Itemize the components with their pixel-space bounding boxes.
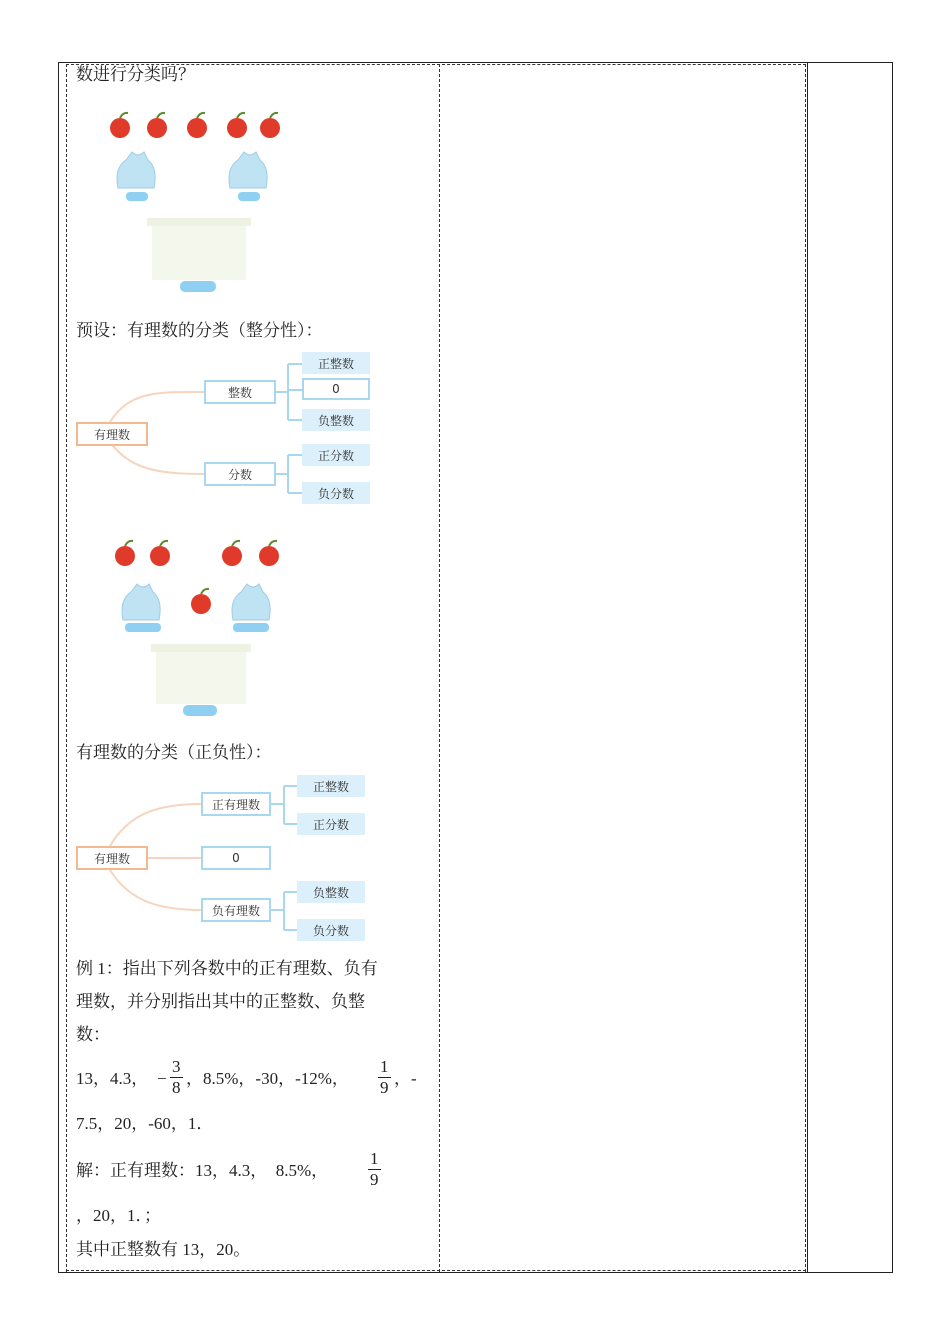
tree-leaf: 正整数 [302, 352, 370, 374]
bag-icon [229, 152, 267, 188]
apple-icon [227, 113, 247, 138]
tree-node-integer: 整数 [204, 380, 276, 404]
solution-fraction-one-ninth [368, 1149, 381, 1190]
intro-text: 数进行分类吗？ [76, 65, 195, 84]
tree2-leaf: 负整数 [297, 881, 365, 903]
apple-icon [222, 541, 242, 566]
solution-line-2: ，20，1．； [76, 1206, 161, 1225]
fraction-one-ninth [378, 1057, 391, 1098]
dashed-bottom [66, 1270, 806, 1271]
table-top-border [58, 62, 893, 63]
table-left-border [58, 62, 59, 1273]
box-icon [151, 644, 251, 704]
numbers-part-c: ，- [394, 1069, 417, 1088]
classification-tree-sign [70, 772, 380, 944]
tree2-node-zero: 0 [201, 846, 271, 870]
bag-icon [232, 584, 270, 620]
apple-icon [260, 113, 280, 138]
tree-root: 有理数 [76, 422, 148, 446]
numbers-part-a: 13，4.3， [76, 1069, 149, 1088]
numbers-line-2: 7.5，20，-60，1． [76, 1114, 214, 1133]
table-bottom-border [58, 1272, 893, 1273]
tree2-leaf: 正分数 [297, 813, 365, 835]
solution-line-1: 解：正有理数：13，4.3， 8.5%， [76, 1161, 329, 1180]
tree2-leaf: 正整数 [297, 775, 365, 797]
apple-icon [187, 113, 207, 138]
example-line-1: 例 1：指出下列各数中的正有理数、负有 [76, 959, 378, 978]
tree-leaf: 0 [302, 378, 370, 400]
preset-heading: 预设：有理数的分类（整分性）： [76, 321, 323, 340]
fraction-three-eighths [170, 1057, 183, 1098]
dashed-right [805, 64, 806, 1272]
bag-icon [117, 152, 155, 188]
tree-leaf: 正分数 [302, 444, 370, 466]
sign-heading: 有理数的分类（正负性）： [76, 743, 272, 762]
illustration-positive-negative [105, 538, 305, 723]
tree2-leaf: 负分数 [297, 919, 365, 941]
fraction-denominator: 9 [380, 1078, 389, 1097]
classification-tree-integer-fraction [70, 350, 380, 510]
dashed-mid [439, 64, 440, 1272]
tree-node-fraction: 分数 [204, 462, 276, 486]
bag-icon [122, 584, 160, 620]
example-line-2: 理数，并分别指出其中的正整数、负整 [76, 992, 365, 1011]
table-right-border [892, 62, 893, 1273]
tree-leaf: 负分数 [302, 482, 370, 504]
dashed-left [66, 64, 67, 1272]
apples-bags-box-image [100, 108, 300, 298]
fraction-denominator: 9 [370, 1170, 379, 1189]
tree2-root: 有理数 [76, 846, 148, 870]
apple-icon [259, 541, 279, 566]
fraction-numerator: 3 [172, 1057, 181, 1076]
numbers-part-b: ，8.5%，-30，-12%， [186, 1069, 349, 1088]
tree-leaf: 负整数 [302, 409, 370, 431]
tree2-node-positive: 正有理数 [201, 792, 271, 816]
minus-sign: − [157, 1069, 167, 1088]
example-line-3: 数： [76, 1025, 110, 1044]
fraction-denominator: 8 [172, 1078, 181, 1097]
fraction-numerator: 1 [380, 1057, 389, 1076]
apple-icon [115, 541, 135, 566]
illustration-integer-fraction [100, 108, 300, 298]
table-col-divider [807, 62, 808, 1273]
apple-icon [150, 541, 170, 566]
box-icon [147, 218, 251, 280]
apple-icon [147, 113, 167, 138]
apple-icon [191, 589, 211, 614]
tree2-node-negative: 负有理数 [201, 898, 271, 922]
solution-line-3: 其中正整数有 13，20。 [76, 1240, 251, 1259]
fraction-numerator: 1 [370, 1149, 379, 1168]
apples-bags-box-image-2 [105, 538, 305, 723]
apple-icon [110, 113, 130, 138]
